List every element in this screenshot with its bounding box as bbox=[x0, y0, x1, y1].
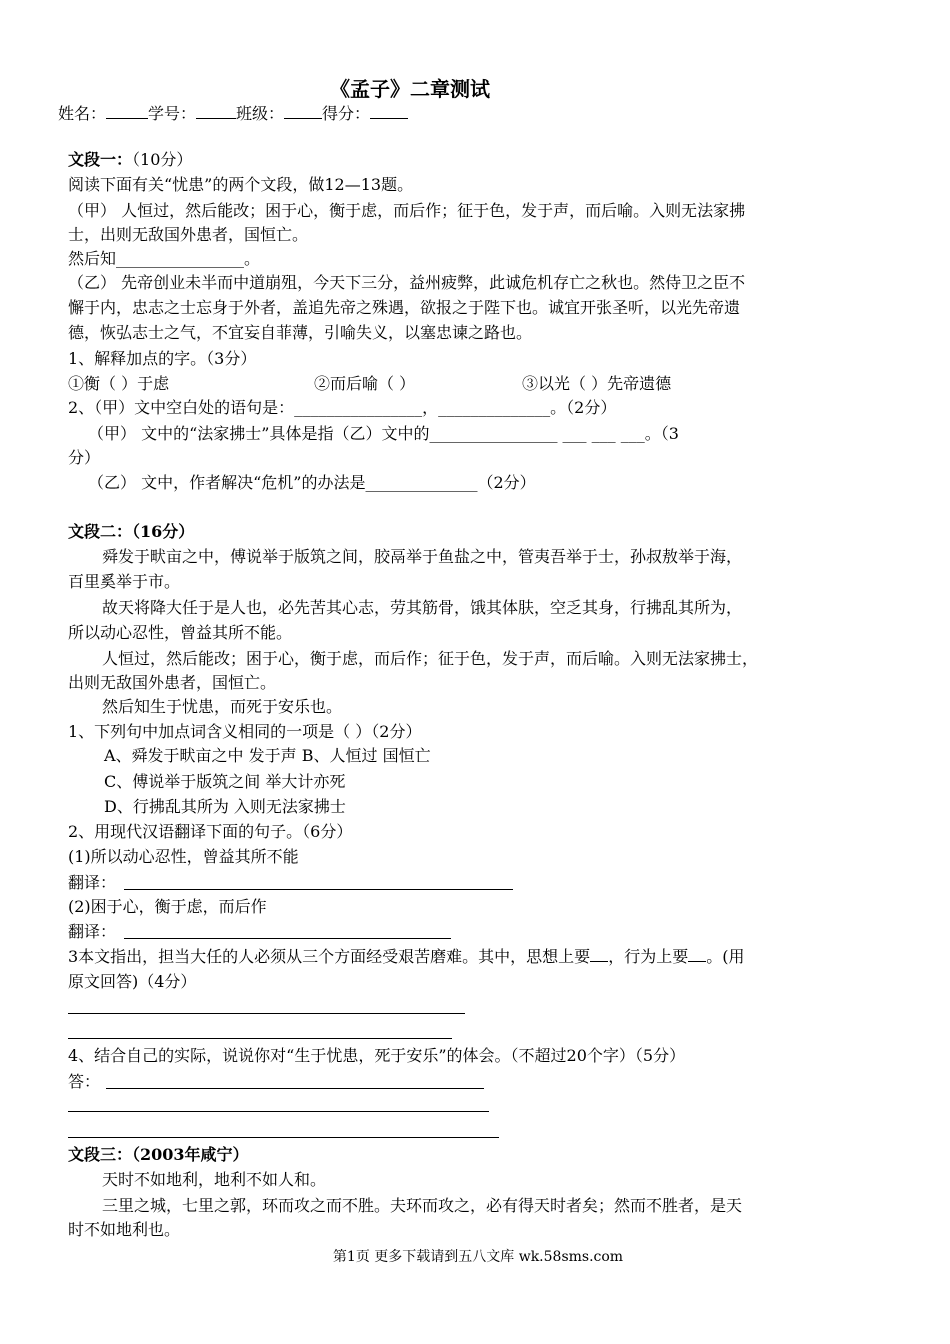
question-2c[interactable]: （乙） 文中，作者解决“危机”的办法是______________（2分） bbox=[88, 473, 536, 492]
class-blank[interactable] bbox=[284, 104, 322, 119]
option-row-ab[interactable]: A、舜发于畎亩之中 发于声 B、人恒过 国恒亡 bbox=[104, 746, 431, 765]
score-label: 得分： bbox=[322, 104, 371, 123]
section-one-heading: 文段一：（10分） bbox=[68, 150, 193, 169]
question-1: 1、解释加点的字。（3分） bbox=[68, 349, 257, 368]
section-two-heading: 文段二：（16分） bbox=[68, 522, 195, 541]
question-2b[interactable]: （甲） 文中的“法家拂士”具体是指（乙）文中的________________ ___ ___ ___。（3 bbox=[88, 424, 679, 443]
answer-line[interactable] bbox=[68, 1137, 499, 1138]
passage-paragraph: 人恒过，然后能改；困于心，衡于虑，而后作；征于色，发于声，而后喻。入则无法家拂士， bbox=[102, 649, 759, 668]
sentence-1: (1)所以动心忍性，曾益其所不能 bbox=[68, 847, 299, 866]
translation-1-answer-line[interactable] bbox=[124, 889, 513, 890]
option-c[interactable]: C、傅说举于版筑之间 举大计亦死 bbox=[104, 772, 346, 791]
option-c: ③以光（ ）先帝遗德 bbox=[522, 374, 672, 393]
passage-jia-line: 士，出则无敌国外患者，国恒亡。 bbox=[68, 225, 309, 244]
section-three-heading: 文段三：（2003年咸宁） bbox=[68, 1145, 249, 1164]
score-blank[interactable] bbox=[370, 104, 408, 119]
passage-paragraph: 三里之城，七里之郭，环而攻之而不胜。夫环而攻之，必有得天时者矣；然而不胜者，是天 bbox=[102, 1196, 743, 1215]
option-a: ①衡（ ）于虑 bbox=[68, 374, 170, 393]
question-3-cont: 原文回答)（4分） bbox=[68, 972, 197, 991]
question-2[interactable]: 2、（甲）文中空白处的语句是：________________，______________。（2分） bbox=[68, 398, 617, 417]
passage-paragraph: 时不如地利也。 bbox=[68, 1220, 181, 1239]
id-blank[interactable] bbox=[196, 104, 236, 119]
question-2: 2、用现代汉语翻译下面的句子。（6分） bbox=[68, 822, 353, 841]
sentence-2: (2)困于心，衡于虑，而后作 bbox=[68, 897, 267, 916]
passage-yi-line: （乙） 先帝创业未半而中道崩殂，今天下三分，益州疲弊，此诚危机存亡之秋也。然侍卫之臣不 bbox=[68, 273, 746, 292]
passage-paragraph: 出则无敌国外患者，国恒亡。 bbox=[68, 673, 277, 692]
translation-2-answer-line[interactable] bbox=[124, 938, 451, 939]
name-label: 姓名： bbox=[58, 104, 107, 123]
page-footer: 第1页 更多下载请到五八文库 wk.58sms.com bbox=[332, 1249, 624, 1265]
translation-1-label: 翻译： bbox=[68, 873, 117, 892]
question-3[interactable]: 3本文指出，担当大任的人必须从三个方面经受艰苦磨难。其中，思想上要 ，行为上要 。(用 bbox=[68, 947, 745, 966]
class-label: 班级： bbox=[236, 104, 285, 123]
name-blank[interactable] bbox=[106, 104, 148, 119]
answer-line[interactable] bbox=[68, 1111, 489, 1112]
passage-paragraph: 故天将降大任于是人也，必先苦其心志，劳其筋骨，饿其体肤，空乏其身，行拂乱其所为， bbox=[102, 598, 743, 617]
question-2b-cont: 分） bbox=[68, 448, 101, 467]
option-b: ②而后喻（ ） bbox=[314, 374, 416, 393]
question-4: 4、结合自己的实际，说说你对“生于忧患，死于安乐”的体会。（不超过20个字）（5分） bbox=[68, 1046, 686, 1065]
answer-line[interactable] bbox=[106, 1088, 484, 1089]
id-label: 学号： bbox=[148, 104, 197, 123]
question-1: 1、下列句中加点词含义相同的一项是（ ）（2分） bbox=[68, 722, 422, 741]
answer-label: 答： bbox=[68, 1072, 101, 1091]
option-d[interactable]: D、行拂乱其所为 入则无法家拂士 bbox=[104, 797, 346, 816]
passage-paragraph: 百里奚举于市。 bbox=[68, 572, 181, 591]
section-one-intro: 阅读下面有关“忧患”的两个文段，做12—13题。 bbox=[68, 175, 414, 194]
passage-jia-line: 然后知________________。 bbox=[68, 249, 261, 268]
passage-paragraph: 天时不如地利，地利不如人和。 bbox=[102, 1170, 327, 1189]
passage-yi-line: 德，恢弘志士之气，不宜妄自菲薄，引喻失义，以塞忠谏之路也。 bbox=[68, 323, 533, 342]
passage-yi-line: 懈于内，忠志之士忘身于外者，盖追先帝之殊遇，欲报之于陛下也。诚宜开张圣听，以光先帝遗 bbox=[68, 298, 741, 317]
page-title: 《孟子》二章测试 bbox=[330, 77, 490, 101]
question-1-options bbox=[68, 374, 888, 394]
answer-line[interactable] bbox=[68, 1013, 465, 1014]
student-info bbox=[58, 101, 408, 124]
answer-line[interactable] bbox=[68, 1038, 452, 1039]
translation-2-label: 翻译： bbox=[68, 922, 117, 941]
passage-paragraph: 舜发于畎亩之中，傅说举于版筑之间，胶鬲举于鱼盐之中，管夷吾举于士，孙叔敖举于海， bbox=[102, 547, 743, 566]
passage-jia-line: （甲） 人恒过，然后能改；困于心，衡于虑，而后作；征于色，发于声，而后喻。入则无法家拂 bbox=[68, 201, 746, 220]
passage-paragraph: 然后知生于忧患，而死于安乐也。 bbox=[102, 697, 343, 716]
passage-paragraph: 所以动心忍性，曾益其所不能。 bbox=[68, 623, 293, 642]
